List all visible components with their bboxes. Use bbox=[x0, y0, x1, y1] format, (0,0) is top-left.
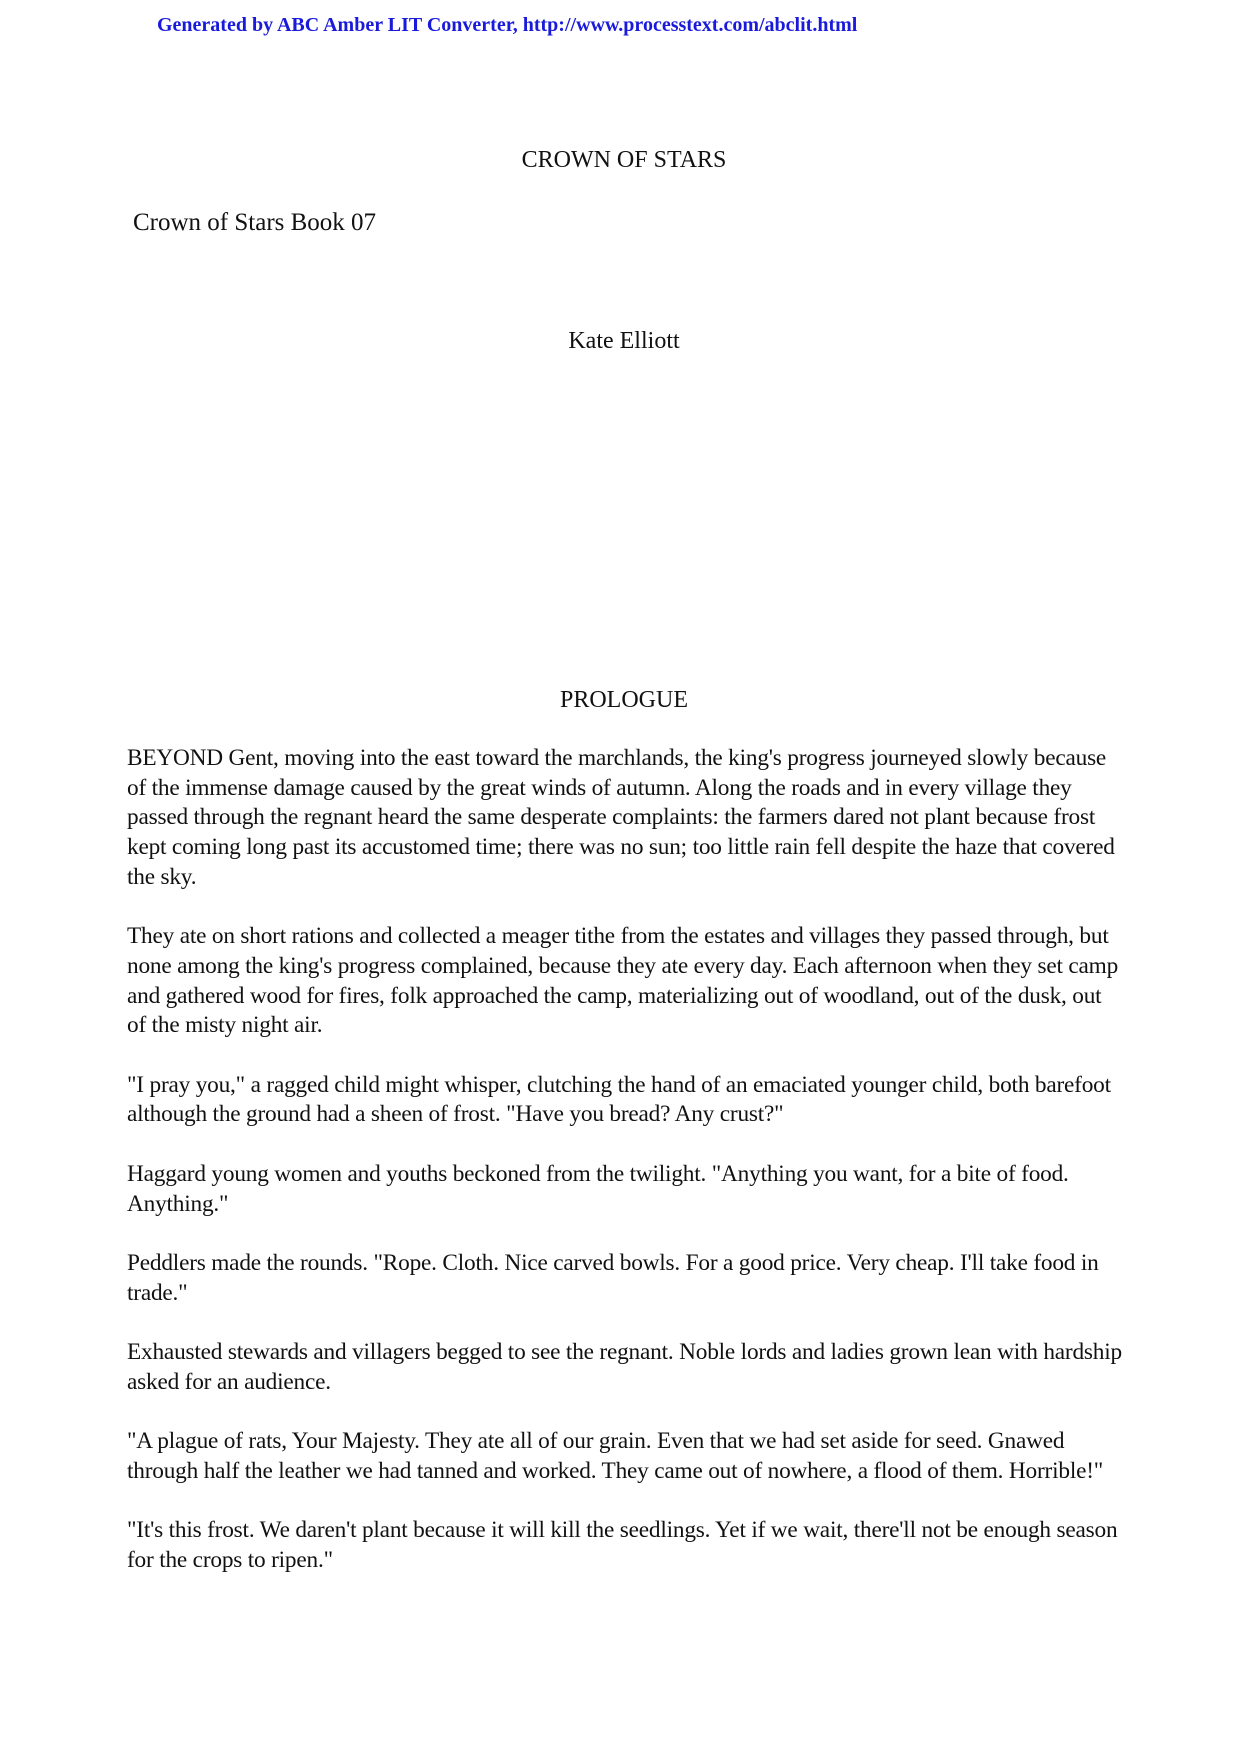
paragraph: Peddlers made the rounds. "Rope. Cloth. Nice carved bowls. For a good price. Very cheap. I'll take food in trade." bbox=[127, 1249, 1099, 1306]
paragraph: "It's this frost. We daren't plant because it will kill the seedlings. Yet if we wait, there'll not be enough season for the crops to ripen." bbox=[127, 1517, 1118, 1573]
author-name: Kate Elliott bbox=[568, 328, 680, 354]
book-subtitle: Crown of Stars Book 07 bbox=[133, 209, 377, 236]
paragraph: "A plague of rats, Your Majesty. They ate all of our grain. Even that we had set aside for seed. Gnawed through half the leather we had tanned and worked. They came out of nowhere, a flood of them. Horrible!" bbox=[127, 1428, 1104, 1484]
book-title: CROWN OF STARS bbox=[521, 147, 727, 173]
paragraph: Exhausted stewards and villagers begged to see the regnant. Noble lords and ladies grown lean with hardship asked for an audience. bbox=[127, 1338, 1122, 1395]
body-text bbox=[127, 744, 1125, 1605]
paragraph: Haggard young women and youths beckoned from the twilight. "Anything you want, for a bite of food. Anything." bbox=[127, 1160, 1069, 1217]
paragraph: BEYOND Gent, moving into the east toward the marchlands, the king's progress journeyed slowly because of the immense damage caused by the great winds of autumn. Along the roads and in every village they passed through the regnant heard the same desperate complaints: the farmers dared not plant because frost kept coming long past its accustomed time; there was no sun; too little rain fell despite the haze that covered the sky. bbox=[127, 745, 1115, 890]
paragraph: They ate on short rations and collected a meager tithe from the estates and villages they passed through, but none among the king's progress complained, because they ate every day. Each afternoon when they set camp and gathered wood for fires, folk approached the camp, materializing out of woodland, out of the dusk, out of the misty night air. bbox=[127, 923, 1119, 1039]
chapter-heading: PROLOGUE bbox=[559, 687, 688, 713]
converter-header-link[interactable]: Generated by ABC Amber LIT Converter, http://www.processtext.com/abclit.html bbox=[157, 14, 858, 36]
paragraph: "I pray you," a ragged child might whisper, clutching the hand of an emaciated younger child, both barefoot although the ground had a sheen of frost. "Have you bread? Any crust?" bbox=[127, 1071, 1111, 1128]
